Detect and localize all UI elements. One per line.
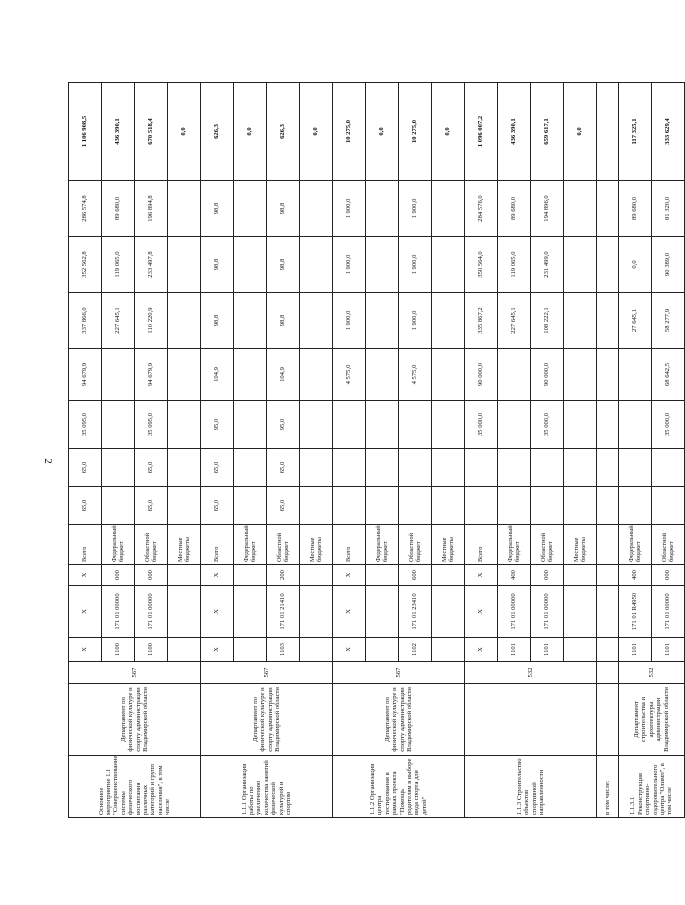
amount-cell — [234, 487, 267, 525]
executor-cell: Департамент по физической культуре и спорту администрации Владимирской области — [333, 684, 465, 756]
section-code-cell: X — [201, 638, 234, 662]
expense-type-cell: X — [69, 565, 102, 586]
amount-cell: 1 900,0 — [333, 237, 366, 293]
section-code-cell — [300, 638, 333, 662]
expense-type-cell: X — [465, 565, 498, 586]
amount-cell — [300, 401, 333, 449]
empty-cell — [597, 449, 619, 487]
funding-source-cell: Местные бюджеты — [432, 525, 465, 565]
amount-cell: 98,8 — [201, 237, 234, 293]
amount-cell: 670 518,4 — [135, 83, 168, 181]
funding-source-cell: Всего — [69, 525, 102, 565]
funding-source-cell: Областной бюджет — [267, 525, 300, 565]
empty-cell — [597, 237, 619, 293]
amount-cell: 227 645,1 — [102, 293, 135, 349]
amount-cell — [531, 487, 564, 525]
amount-cell — [498, 401, 531, 449]
expense-type-cell: X — [201, 565, 234, 586]
empty-cell — [597, 684, 619, 756]
amount-cell — [531, 449, 564, 487]
amount-cell: 337 866,0 — [69, 293, 102, 349]
amount-cell — [102, 401, 135, 449]
amount-cell — [102, 449, 135, 487]
amount-cell: 0,0 — [366, 83, 399, 181]
funding-source-cell: Областной бюджет — [135, 525, 168, 565]
expense-type-cell — [432, 565, 465, 586]
funding-source-cell: Всего — [333, 525, 366, 565]
amount-cell: 94 679,9 — [135, 349, 168, 401]
target-article-cell: X — [465, 586, 498, 638]
amount-cell: 104,9 — [267, 349, 300, 401]
target-article-cell — [168, 586, 201, 638]
amount-cell — [465, 449, 498, 487]
amount-cell: 10 275,0 — [399, 83, 432, 181]
amount-cell: 90 000,0 — [531, 349, 564, 401]
page-number: 2 — [41, 458, 54, 464]
amount-cell: 65,0 — [69, 449, 102, 487]
section-code-cell — [564, 638, 597, 662]
amount-cell — [564, 449, 597, 487]
activity-name-cell: 1.1.3 Строительство объектов спортивной направленности — [465, 756, 597, 818]
section-code-cell: 1101 — [652, 638, 685, 662]
amount-cell: 35 000,0 — [652, 401, 685, 449]
target-article-cell — [366, 586, 399, 638]
amount-cell: 90 389,0 — [652, 237, 685, 293]
grbs-code-cell: 567 — [201, 662, 333, 684]
budget-table — [68, 82, 685, 818]
amount-cell: 98,8 — [267, 237, 300, 293]
amount-cell — [366, 401, 399, 449]
amount-cell — [366, 449, 399, 487]
amount-cell: 1 096 007,2 — [465, 83, 498, 181]
amount-cell — [168, 487, 201, 525]
empty-cell — [597, 525, 619, 565]
amount-cell: 4 575,0 — [399, 349, 432, 401]
amount-cell — [234, 237, 267, 293]
amount-cell — [234, 293, 267, 349]
amount-cell: 333 629,4 — [652, 83, 685, 181]
amount-cell — [333, 401, 366, 449]
table-row — [597, 83, 619, 818]
funding-source-cell: Федеральный бюджет — [366, 525, 399, 565]
amount-cell: 35 095,0 — [69, 401, 102, 449]
amount-cell: 108 222,1 — [531, 293, 564, 349]
expense-type-cell — [564, 565, 597, 586]
amount-cell — [366, 237, 399, 293]
amount-cell: 65,0 — [267, 449, 300, 487]
table-row — [333, 83, 366, 818]
amount-cell — [564, 487, 597, 525]
section-code-cell: 1100 — [102, 638, 135, 662]
activity-name-cell: 1.1.3.1 Реконструкция спортивно-оздоровительного центра "Олимп", в том числе — [619, 756, 685, 818]
section-code-cell — [168, 638, 201, 662]
funding-source-cell: Всего — [465, 525, 498, 565]
amount-cell: 436 390,1 — [102, 83, 135, 181]
table-body — [69, 83, 685, 818]
amount-cell: 35 000,0 — [465, 401, 498, 449]
amount-cell: 98,8 — [201, 181, 234, 237]
section-code-cell — [366, 638, 399, 662]
amount-cell: 352 562,8 — [69, 237, 102, 293]
amount-cell: 626,3 — [201, 83, 234, 181]
section-code-cell: 1103 — [267, 638, 300, 662]
empty-cell — [597, 638, 619, 662]
amount-cell — [564, 181, 597, 237]
funding-source-cell: Федеральный бюджет — [102, 525, 135, 565]
amount-cell: 0,0 — [168, 83, 201, 181]
target-article-cell: X — [69, 586, 102, 638]
amount-cell: 1 900,0 — [333, 293, 366, 349]
amount-cell — [366, 349, 399, 401]
amount-cell: 65,0 — [69, 487, 102, 525]
amount-cell — [234, 181, 267, 237]
amount-cell — [234, 449, 267, 487]
table-row — [465, 83, 498, 818]
target-article-cell — [432, 586, 465, 638]
activity-name-cell: 1.1.2 Организация центра тестирования в рамках проекта "Помощь родителям в выборе вида спорта для детей" — [333, 756, 465, 818]
executor-cell: Департамент по физической культуре и спорту администрации Владимирской области — [201, 684, 333, 756]
amount-cell: 58 277,9 — [652, 293, 685, 349]
expense-type-cell: 000 — [135, 565, 168, 586]
target-article-cell: 171 01 00000 — [102, 586, 135, 638]
amount-cell — [366, 293, 399, 349]
including-label-cell: в том числе: — [597, 756, 619, 818]
amount-cell — [234, 401, 267, 449]
amount-cell: 94 679,9 — [69, 349, 102, 401]
amount-cell — [333, 449, 366, 487]
funding-source-cell: Местные бюджеты — [168, 525, 201, 565]
amount-cell — [432, 181, 465, 237]
target-article-cell — [234, 586, 267, 638]
target-article-cell: 171 01 R4950 — [619, 586, 652, 638]
rotated-table-container — [68, 83, 675, 818]
section-code-cell — [234, 638, 267, 662]
amount-cell: 0,0 — [432, 83, 465, 181]
empty-cell — [597, 487, 619, 525]
amount-cell: 0,0 — [300, 83, 333, 181]
funding-source-cell: Всего — [201, 525, 234, 565]
expense-type-cell: X — [333, 565, 366, 586]
amount-cell: 231 499,0 — [531, 237, 564, 293]
funding-source-cell: Федеральный бюджет — [619, 525, 652, 565]
expense-type-cell: 400 — [619, 565, 652, 586]
amount-cell — [333, 487, 366, 525]
amount-cell: 95,0 — [201, 401, 234, 449]
amount-cell: 335 867,2 — [465, 293, 498, 349]
amount-cell — [465, 487, 498, 525]
amount-cell — [234, 349, 267, 401]
funding-source-cell: Областной бюджет — [399, 525, 432, 565]
empty-cell — [597, 662, 619, 684]
amount-cell: 0,0 — [564, 83, 597, 181]
amount-cell: 65,0 — [201, 449, 234, 487]
amount-cell: 110 220,9 — [135, 293, 168, 349]
amount-cell — [498, 349, 531, 401]
amount-cell: 35 095,0 — [135, 401, 168, 449]
target-article-cell — [564, 586, 597, 638]
amount-cell: 1 900,0 — [333, 181, 366, 237]
activity-name-cell: 1.1.1 Организация работы по увеличению количества занятий физической культурой и спортом — [201, 756, 333, 818]
amount-cell — [300, 293, 333, 349]
amount-cell: 1 900,0 — [399, 181, 432, 237]
amount-cell: 89 680,0 — [498, 181, 531, 237]
amount-cell — [300, 487, 333, 525]
amount-cell: 4 575,0 — [333, 349, 366, 401]
amount-cell: 119 065,0 — [102, 237, 135, 293]
target-article-cell: 171 01 00000 — [531, 586, 564, 638]
amount-cell — [300, 237, 333, 293]
amount-cell — [300, 349, 333, 401]
amount-cell — [432, 237, 465, 293]
amount-cell — [619, 449, 652, 487]
table-row — [619, 83, 652, 818]
amount-cell: 90 000,0 — [465, 349, 498, 401]
amount-cell — [168, 401, 201, 449]
amount-cell — [564, 401, 597, 449]
amount-cell: 89 680,0 — [102, 181, 135, 237]
amount-cell: 95,0 — [267, 401, 300, 449]
target-article-cell: 171 01 23410 — [399, 586, 432, 638]
empty-cell — [597, 401, 619, 449]
amount-cell — [366, 181, 399, 237]
target-article-cell: 171 01 00000 — [498, 586, 531, 638]
amount-cell: 98,8 — [201, 293, 234, 349]
target-article-cell: 171 01 00000 — [652, 586, 685, 638]
amount-cell — [102, 487, 135, 525]
amount-cell — [432, 487, 465, 525]
amount-cell — [619, 349, 652, 401]
amount-cell: 81 320,0 — [652, 181, 685, 237]
empty-cell — [597, 586, 619, 638]
target-article-cell: X — [201, 586, 234, 638]
amount-cell — [564, 349, 597, 401]
section-code-cell: 1101 — [619, 638, 652, 662]
amount-cell — [168, 237, 201, 293]
table-row — [201, 83, 234, 818]
section-code-cell: 1101 — [498, 638, 531, 662]
empty-cell — [597, 565, 619, 586]
section-code-cell: X — [69, 638, 102, 662]
funding-source-cell: Местные бюджеты — [564, 525, 597, 565]
expense-type-cell: 000 — [102, 565, 135, 586]
target-article-cell: X — [333, 586, 366, 638]
expense-type-cell: 000 — [531, 565, 564, 586]
expense-type-cell — [366, 565, 399, 586]
amount-cell — [399, 487, 432, 525]
target-article-cell: 171 01 21410 — [267, 586, 300, 638]
amount-cell — [366, 487, 399, 525]
amount-cell — [619, 401, 652, 449]
expense-type-cell: 000 — [652, 565, 685, 586]
empty-cell — [597, 83, 619, 181]
amount-cell: 196 894,8 — [135, 181, 168, 237]
amount-cell — [168, 181, 201, 237]
amount-cell: 1 900,0 — [399, 293, 432, 349]
amount-cell — [102, 349, 135, 401]
amount-cell — [399, 401, 432, 449]
grbs-code-cell: 532 — [619, 662, 685, 684]
amount-cell: 65,0 — [135, 449, 168, 487]
amount-cell: 98,8 — [267, 293, 300, 349]
expense-type-cell: 400 — [498, 565, 531, 586]
funding-source-cell: Областной бюджет — [652, 525, 685, 565]
expense-type-cell: 200 — [267, 565, 300, 586]
amount-cell — [498, 449, 531, 487]
amount-cell: 0,0 — [619, 237, 652, 293]
amount-cell — [652, 449, 685, 487]
amount-cell — [498, 487, 531, 525]
amount-cell: 65,0 — [267, 487, 300, 525]
section-code-cell: X — [333, 638, 366, 662]
amount-cell: 65,0 — [201, 487, 234, 525]
amount-cell: 65,0 — [135, 487, 168, 525]
amount-cell: 1 106 908,5 — [69, 83, 102, 181]
amount-cell: 284 576,0 — [465, 181, 498, 237]
amount-cell — [652, 487, 685, 525]
amount-cell: 104,9 — [201, 349, 234, 401]
amount-cell — [564, 237, 597, 293]
activity-name-cell: Основное мероприятие 1.1 "Совершенствование системы физического воспитания различных категорий и групп населения", в том числе — [69, 756, 201, 818]
amount-cell: 626,3 — [267, 83, 300, 181]
amount-cell — [432, 349, 465, 401]
section-code-cell: 1101 — [531, 638, 564, 662]
section-code-cell: X — [465, 638, 498, 662]
grbs-code-cell: 532 — [465, 662, 597, 684]
executor-cell: Департамент по физической культуре и спорту администрации Владимирской области — [69, 684, 201, 756]
grbs-code-cell: 567 — [69, 662, 201, 684]
expense-type-cell: 600 — [399, 565, 432, 586]
amount-cell: 35 000,0 — [531, 401, 564, 449]
funding-source-cell: Местные бюджеты — [300, 525, 333, 565]
amount-cell: 194 896,0 — [531, 181, 564, 237]
section-code-cell: 1102 — [399, 638, 432, 662]
amount-cell — [168, 349, 201, 401]
amount-cell: 117 325,1 — [619, 83, 652, 181]
amount-cell: 10 275,0 — [333, 83, 366, 181]
empty-cell — [597, 349, 619, 401]
target-article-cell — [300, 586, 333, 638]
amount-cell — [432, 449, 465, 487]
amount-cell: 436 390,1 — [498, 83, 531, 181]
amount-cell: 350 564,0 — [465, 237, 498, 293]
executor-cell — [465, 684, 597, 756]
funding-source-cell: Областной бюджет — [531, 525, 564, 565]
expense-type-cell — [234, 565, 267, 586]
empty-cell — [597, 181, 619, 237]
amount-cell: 119 065,0 — [498, 237, 531, 293]
amount-cell: 27 645,1 — [619, 293, 652, 349]
amount-cell — [168, 449, 201, 487]
amount-cell: 233 497,8 — [135, 237, 168, 293]
amount-cell: 659 617,1 — [531, 83, 564, 181]
amount-cell: 98,8 — [267, 181, 300, 237]
target-article-cell: 171 01 00000 — [135, 586, 168, 638]
funding-source-cell: Федеральный бюджет — [234, 525, 267, 565]
expense-type-cell — [300, 565, 333, 586]
amount-cell: 89 680,0 — [619, 181, 652, 237]
amount-cell: 227 645,1 — [498, 293, 531, 349]
amount-cell — [300, 449, 333, 487]
amount-cell: 0,0 — [234, 83, 267, 181]
amount-cell — [300, 181, 333, 237]
section-code-cell: 1100 — [135, 638, 168, 662]
empty-cell — [597, 293, 619, 349]
table-row — [69, 83, 102, 818]
amount-cell: 68 642,5 — [652, 349, 685, 401]
executor-cell: Департамент строительства и архитектуры администрации Владимирской области — [619, 684, 685, 756]
section-code-cell — [432, 638, 465, 662]
amount-cell — [168, 293, 201, 349]
amount-cell — [432, 401, 465, 449]
expense-type-cell — [168, 565, 201, 586]
amount-cell — [564, 293, 597, 349]
amount-cell — [399, 449, 432, 487]
amount-cell: 1 900,0 — [399, 237, 432, 293]
amount-cell: 286 574,8 — [69, 181, 102, 237]
grbs-code-cell: 567 — [333, 662, 465, 684]
amount-cell — [619, 487, 652, 525]
amount-cell — [432, 293, 465, 349]
funding-source-cell: Федеральный бюджет — [498, 525, 531, 565]
